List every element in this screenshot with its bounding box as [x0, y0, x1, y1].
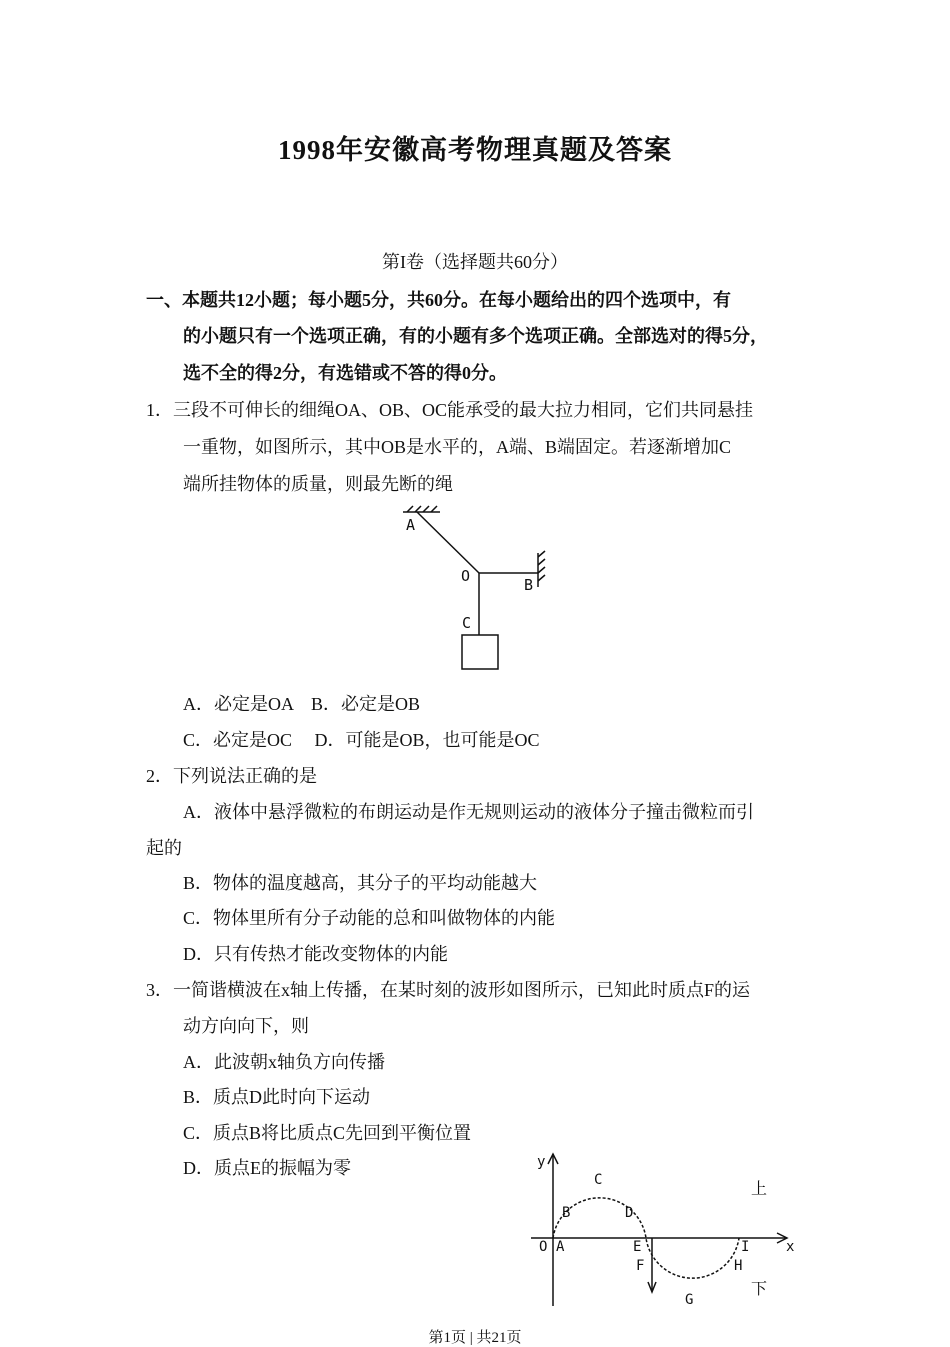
q3-label-a: A: [556, 1239, 565, 1255]
q3-label-c: C: [594, 1172, 603, 1188]
q1-label-c: C: [462, 614, 472, 632]
q1-options-line-2: C．必定是OC D．可能是OB，也可能是OC: [183, 730, 540, 750]
q1-label-b: B: [524, 576, 534, 594]
q3-label-d: D: [625, 1205, 634, 1221]
q3-label-up: 上: [751, 1179, 768, 1198]
q3-label-i: I: [741, 1239, 750, 1255]
q3-label-f: F: [636, 1258, 645, 1274]
q1-stem-line-1: 1．三段不可伸长的细绳OA、OB、OC能承受的最大拉力相同，它们共同悬挂: [146, 400, 754, 420]
q2-option-c: C．物体里所有分子动能的总和叫做物体的内能: [183, 908, 556, 928]
q1-rope-figure: [395, 505, 560, 675]
q3-label-g: G: [685, 1292, 694, 1308]
instructions-line-1: 一、本题共12小题；每小题5分，共60分。在每小题给出的四个选项中，有: [146, 290, 731, 310]
instructions-line-3: 选不全的得2分，有选错或不答的得0分。: [183, 363, 507, 383]
q3-label-down: 下: [751, 1279, 768, 1298]
q1-options-line-1: A．必定是OA B．必定是OB: [183, 694, 421, 714]
instructions-line-2: 的小题只有一个选项正确，有的小题有多个选项正确。全部选对的得5分，: [183, 326, 768, 346]
section-header: 第I卷（选择题共60分）: [382, 252, 568, 272]
q3-label-h: H: [734, 1258, 743, 1274]
q3-option-d: D．质点E的振幅为零: [183, 1158, 351, 1178]
q3-stem-line-1: 3．一简谐横波在x轴上传播，在某时刻的波形如图所示，已知此时质点F的运: [146, 980, 751, 1000]
q3-label-y: y: [537, 1154, 546, 1170]
q3-option-a: A．此波朝x轴负方向传播: [183, 1052, 385, 1072]
page-footer: 第1页 | 共21页: [428, 1330, 522, 1346]
q3-wave-figure: [525, 1148, 805, 1313]
q2-option-b: B．物体的温度越高，其分子的平均动能越大: [183, 873, 538, 893]
page-title: 1998年安徽高考物理真题及答案: [278, 135, 672, 165]
q2-stem: 2．下列说法正确的是: [146, 766, 317, 786]
q3-option-b: B．质点D此时向下运动: [183, 1087, 371, 1107]
q1-label-o: O: [461, 567, 471, 585]
q1-stem-line-3: 端所挂物体的质量，则最先断的绳: [183, 474, 453, 494]
q2-option-a-line-1: A．液体中悬浮微粒的布朗运动是作无规则运动的液体分子撞击微粒而引: [183, 802, 754, 822]
q1-label-a: A: [406, 516, 416, 534]
q3-stem-line-2: 动方向向下，则: [183, 1016, 309, 1036]
q3-label-e: E: [633, 1239, 642, 1255]
q3-label-x: x: [786, 1239, 795, 1255]
q1-stem-line-2: 一重物，如图所示，其中OB是水平的，A端、B端固定。若逐渐增加C: [183, 437, 732, 457]
q3-label-o: O: [539, 1239, 548, 1255]
q2-option-d: D．只有传热才能改变物体的内能: [183, 944, 448, 964]
q3-option-c: C．质点B将比质点C先回到平衡位置: [183, 1123, 472, 1143]
q2-option-a-line-2: 起的: [146, 838, 182, 858]
q3-label-b: B: [562, 1205, 571, 1221]
